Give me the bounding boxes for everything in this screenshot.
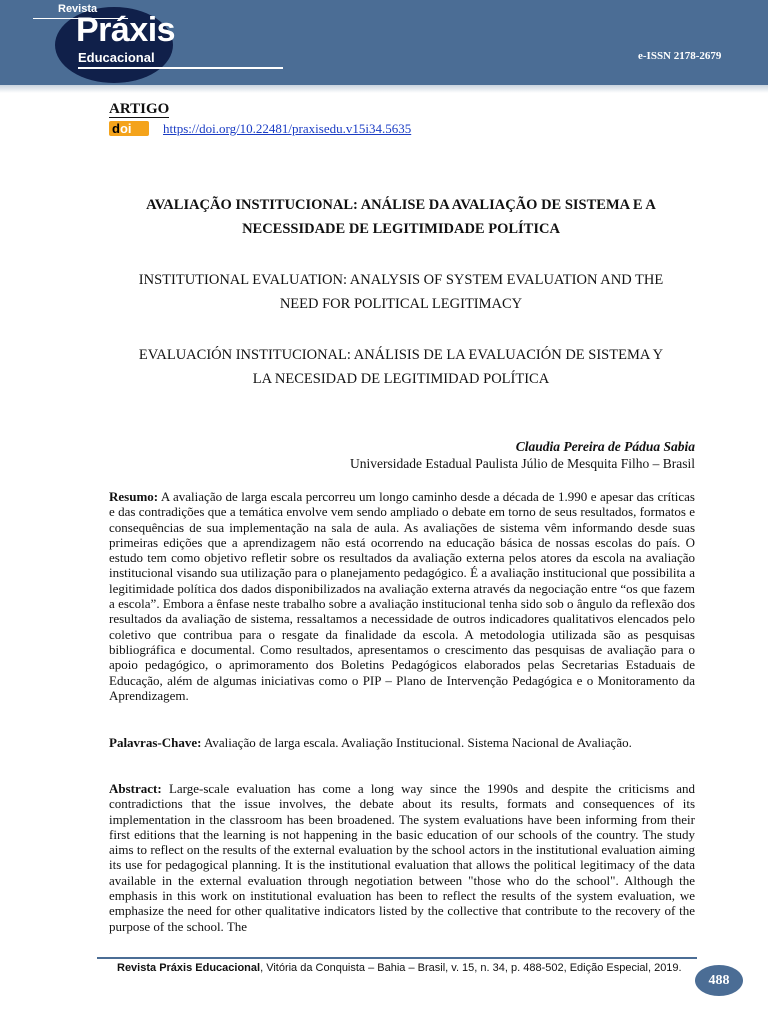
page-number-badge: 488 <box>695 965 743 996</box>
keywords-label: Palavras-Chave: <box>109 735 202 750</box>
abstract-label: Abstract: <box>109 781 162 796</box>
resumo-paragraph <box>109 489 695 703</box>
logo-praxis-text: Práxis <box>76 11 176 49</box>
abstract-paragraph <box>109 781 695 936</box>
footer-journal-name: Revista Práxis Educacional <box>117 962 261 974</box>
title-pt-line1: AVALIAÇÃO INSTITUCIONAL: ANÁLISE DA AVALIAÇÃO DE SISTEMA E A <box>146 197 656 213</box>
abstract-text: Large-scale evaluation has come a long way since the 1990s and despite the criticisms and contradictions that the issue involves, the debate about its results, formats and consequences of its implementation in the classroom has been broadened. The system evaluations have been informing from their first editions that the learning is not happening in the basic education of our schools of the country. The study aims to reflect on the results of the external evaluation by the school actors in the institutional evaluation aiming its use for pedagogical planning. It is the institutional evaluation that allows the political legitimacy of the data available in the external evaluation through negotiation between "those who do the school". Although the emphasis in this work on institutional evaluation has been to reflect the results of the system evaluation, we emphasize the need for other qualitative indicators listed by the collective that contribute to the recovery of the purpose of the school. The <box>109 781 695 934</box>
doi-link[interactable]: https://doi.org/10.22481/praxisedu.v15i34.5635 <box>163 121 412 136</box>
title-portuguese <box>100 193 702 241</box>
title-en-line2: NEED FOR POLITICAL LEGITIMACY <box>279 296 523 312</box>
footer-citation-details: , Vitória da Conquista – Bahia – Brasil, v. 15, n. 34, p. 488-502, Edição Especial, 2019. <box>260 962 682 974</box>
title-spanish <box>100 343 702 391</box>
logo-educacional-text: Educacional <box>78 50 155 65</box>
header-shadow <box>0 85 768 93</box>
logo-revista-text: Revista <box>58 3 98 15</box>
resumo-text: A avaliação de larga escala percorreu um longo caminho desde a década de 1.990 e apesar das críticas e das contradições que a temática envolve vem sendo ampliado o debate em torno de seus resultados, formatos e consequências de sua implementação na sala de aula. As avaliações de sistema vêm informando desde suas primeiras edições que a aprendizagem não está ocorrendo na educação básica de nossas escolas do país. O estudo tem como objetivo refletir sobre os resultados da avaliação externa pelos atores da escola na avaliação institucional visando sua utilização para o planejamento pedagógico. É a avaliação institucional que possibilita a legitimidade política dos dados disponibilizados na avaliação externa através da negociação entre “os que fazem a escola”. Embora a ênfase neste trabalho sobre a avaliação institucional tenha sido sob o ângulo da reflexão dos resultados da avaliação de sistema, ressaltamos a necessidade de outros indicadores qualitativos elencados pelo coletivo que contribua para o resgate da finalidade da escola. A metodologia utilizada são as pesquisas bibliográfica e documental. Como resultados, apresentamos o crescimento das pesquisas de avaliação para o apoio pedagógico, o aprimoramento dos Boletins Pedagógicos elaborados pelas Secretarias Estaduais de Educação, além de algumas iniciativas como o PIP – Plano de Intervenção Pedagógica e o Monitoramento da Aprendizagem. <box>109 489 695 703</box>
footer-divider <box>97 957 697 959</box>
title-en-line1: INSTITUTIONAL EVALUATION: ANALYSIS OF SYSTEM EVALUATION AND THE <box>138 272 664 288</box>
doi-logo-icon: doi <box>109 121 149 136</box>
title-es-line1: EVALUACIÓN INSTITUCIONAL: ANÁLISIS DE LA EVALUACIÓN DE SISTEMA Y <box>138 347 664 363</box>
footer-citation <box>117 962 682 974</box>
author-block <box>350 438 695 472</box>
title-english <box>100 268 702 316</box>
article-type-label: ARTIGO <box>109 101 170 117</box>
resumo-label: Resumo: <box>109 489 159 504</box>
keywords-text: Avaliação de larga escala. Avaliação Institucional. Sistema Nacional de Avaliação. <box>203 735 632 750</box>
logo-divider-bottom <box>78 67 283 69</box>
author-affiliation: Universidade Estadual Paulista Júlio de Mesquita Filho – Brasil <box>350 456 695 471</box>
keywords-paragraph <box>109 735 695 750</box>
title-es-line2: LA NECESIDAD DE LEGITIMIDAD POLÍTICA <box>252 371 550 387</box>
issn-label: e-ISSN 2178-2679 <box>638 50 722 62</box>
title-pt-line2: NECESSIDADE DE LEGITIMIDADE POLÍTICA <box>242 221 560 237</box>
author-name: Claudia Pereira de Pádua Sabia <box>515 439 695 454</box>
